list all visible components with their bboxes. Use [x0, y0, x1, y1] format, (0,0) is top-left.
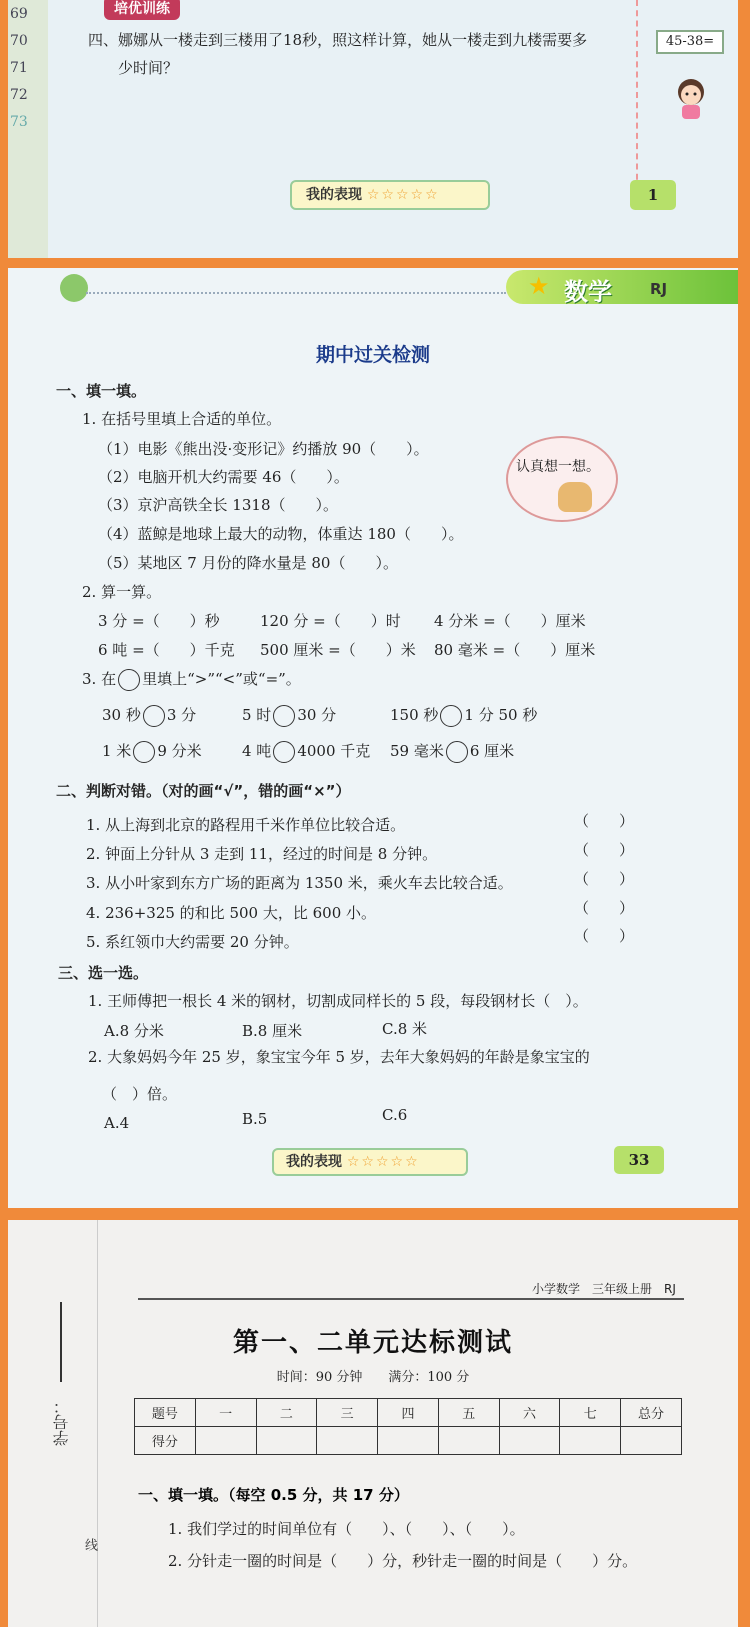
judge-item: 2. 钟面上分针从 3 走到 11，经过的时间是 8 分钟。	[86, 845, 438, 863]
compare-item	[390, 740, 514, 763]
compare-left: 59 毫米	[390, 742, 444, 760]
page-header	[8, 268, 738, 312]
choice-question: 1. 王师傅把一根长 4 米的钢材，切割成同样长的 5 段，每段钢材长（ ）。	[88, 992, 588, 1010]
compare-circle[interactable]	[440, 705, 462, 727]
compare-left: 150 秒	[390, 706, 439, 724]
choice-question-cont: （ ）倍。	[102, 1085, 178, 1103]
margin-number: 72	[10, 87, 28, 103]
q3-suffix: 里填上“>”“<”或“=”。	[142, 670, 301, 688]
compare-right: 6 厘米	[469, 742, 515, 760]
edition-label: RJ	[650, 280, 668, 298]
table-header-cell: 五	[438, 1399, 499, 1427]
compare-item	[242, 704, 336, 727]
score-cell[interactable]	[560, 1427, 621, 1455]
table-header-cell: 一	[195, 1399, 256, 1427]
table-header-cell: 二	[256, 1399, 317, 1427]
compare-circle[interactable]	[273, 705, 295, 727]
margin-number: 70	[10, 33, 28, 49]
compare-item	[102, 704, 196, 727]
table-header-cell: 题号	[135, 1399, 196, 1427]
score-cell[interactable]	[499, 1427, 560, 1455]
calc-item: 6 吨 =（ ）千克	[98, 641, 235, 659]
star-icon: ★	[528, 272, 550, 300]
question-text: 1. 在括号里填上合适的单位。	[82, 410, 282, 428]
table-header-cell: 三	[317, 1399, 378, 1427]
choice-option[interactable]: C.8 米	[382, 1020, 428, 1038]
compare-circle	[118, 669, 140, 691]
score-cell[interactable]	[438, 1427, 499, 1455]
table-header-cell: 四	[378, 1399, 439, 1427]
table-row	[135, 1427, 682, 1455]
compare-item	[390, 704, 537, 727]
rating-stars[interactable]: ☆☆☆☆☆	[346, 1154, 420, 1170]
compare-right: 30 分	[297, 706, 337, 724]
question-four	[88, 26, 628, 82]
margin-numbers	[8, 6, 42, 141]
compare-right: 1 分 50 秒	[464, 706, 538, 724]
performance-label: 我的表现	[286, 1154, 342, 1170]
compare-left: 4 吨	[242, 742, 272, 760]
fill-item: （3）京沪高铁全长 1318（ ）。	[98, 496, 338, 514]
score-cell[interactable]	[195, 1427, 256, 1455]
page-33-panel	[8, 268, 738, 1208]
judge-item: 5. 系红领巾大约需要 20 分钟。	[86, 933, 299, 951]
planet-icon	[60, 274, 88, 302]
page-number: 1	[630, 180, 676, 210]
page-title: 期中过关检测	[315, 344, 430, 366]
score-table	[134, 1398, 682, 1455]
compare-left: 5 时	[242, 706, 272, 724]
score-cell[interactable]	[621, 1427, 682, 1455]
performance-box	[272, 1148, 468, 1176]
compare-right: 4000 千克	[297, 742, 371, 760]
question-text	[82, 668, 301, 691]
choice-option[interactable]: A.8 分米	[104, 1022, 164, 1040]
question-text: 四、娜娜从一楼走到三楼用了18秒，照这样计算，她从一楼走到九楼需要多	[88, 31, 588, 49]
question-text: 2. 算一算。	[82, 583, 162, 601]
thought-bubble-text: 认真想一想。	[516, 459, 600, 475]
calc-item: 500 厘米 =（ ）米	[260, 641, 416, 659]
fill-item: （2）电脑开机大约需要 46（ ）。	[98, 468, 349, 486]
calc-item: 3 分 =（ ）秒	[98, 612, 220, 630]
compare-circle[interactable]	[446, 741, 468, 763]
rating-stars[interactable]: ☆☆☆☆☆	[366, 187, 440, 203]
compare-left: 1 米	[102, 742, 132, 760]
compare-right: 3 分	[166, 706, 197, 724]
equation-box: 45-38=	[656, 30, 724, 54]
page-title: 第一、二单元达标测试	[232, 1328, 513, 1358]
cut-line-label: 线	[82, 1538, 97, 1551]
section-heading: 一、填一填。（每空 0.5 分，共 17 分）	[138, 1486, 409, 1504]
judge-item: 4. 236+325 的和比 500 大，比 600 小。	[86, 904, 377, 922]
compare-circle[interactable]	[133, 741, 155, 763]
compare-right: 9 分米	[157, 742, 202, 760]
compare-circle[interactable]	[273, 741, 295, 763]
girl-cartoon-icon	[668, 74, 714, 120]
compare-circle[interactable]	[143, 705, 165, 727]
choice-option[interactable]: A.4	[104, 1114, 130, 1132]
q3-prefix: 3. 在	[82, 670, 117, 688]
answer-bracket[interactable]: （ ）	[574, 841, 635, 859]
student-number-label: 学号：	[52, 1398, 71, 1446]
test-paper-panel	[8, 1220, 738, 1627]
fill-item: 1. 我们学过的时间单位有（ ）、（ ）、（ ）。	[168, 1520, 525, 1538]
fill-item: （4）蓝鲸是地球上最大的动物，体重达 180（ ）。	[98, 525, 464, 543]
choice-question: 2. 大象妈妈今年 25 岁，象宝宝今年 5 岁，去年大象妈妈的年龄是象宝宝的	[88, 1048, 590, 1066]
choice-option[interactable]: B.5	[242, 1110, 268, 1128]
section-tag: 培优训练	[104, 0, 180, 20]
answer-bracket[interactable]: （ ）	[574, 899, 635, 917]
score-cell[interactable]	[378, 1427, 439, 1455]
page-header: 小学数学 三年级上册 RJ	[532, 1282, 676, 1296]
header-rule	[138, 1298, 684, 1300]
score-cell[interactable]	[256, 1427, 317, 1455]
table-header-cell: 七	[560, 1399, 621, 1427]
section-heading: 二、判断对错。（对的画“√”，错的画“×”）	[56, 782, 351, 800]
judge-item: 3. 从小叶家到东方广场的距离为 1350 米，乘火车去比较合适。	[86, 874, 513, 892]
table-row-label: 得分	[135, 1427, 196, 1455]
section-heading: 三、选一选。	[58, 964, 149, 982]
judge-item: 1. 从上海到北京的路程用千米作单位比较合适。	[86, 816, 406, 834]
calc-item: 120 分 =（ ）时	[260, 612, 401, 630]
header-dotted-line	[86, 292, 506, 294]
compare-left: 30 秒	[102, 706, 141, 724]
margin-number: 69	[10, 6, 28, 22]
calc-item: 4 分米 =（ ）厘米	[434, 612, 586, 630]
test-meta: 时间：90 分钟 满分：100 分	[276, 1370, 470, 1385]
subject-title: 数学	[564, 278, 612, 306]
fill-item: 2. 分针走一圈的时间是（ ）分，秒针走一圈的时间是（ ）分。	[168, 1552, 638, 1570]
page-number: 33	[614, 1146, 664, 1174]
calc-item: 80 毫米 =（ ）厘米	[434, 641, 596, 659]
answer-bracket[interactable]: （ ）	[574, 927, 635, 945]
score-cell[interactable]	[317, 1427, 378, 1455]
table-header-cell: 总分	[621, 1399, 682, 1427]
answer-bracket[interactable]: （ ）	[574, 870, 635, 888]
bear-icon	[558, 482, 592, 512]
question-text-cont: 少时间？	[118, 59, 179, 77]
fill-item: （1）电影《熊出没·变形记》约播放 90（ ）。	[98, 440, 429, 458]
page-1-panel	[8, 0, 738, 258]
margin-number: 73	[10, 114, 28, 130]
compare-item	[242, 740, 370, 763]
performance-box	[290, 180, 490, 210]
fill-item: （5）某地区 7 月份的降水量是 80（ ）。	[98, 554, 398, 572]
table-row	[135, 1399, 682, 1427]
choice-option[interactable]: C.6	[382, 1106, 408, 1124]
section-heading: 一、填一填。	[56, 382, 147, 400]
margin-number: 71	[10, 60, 28, 76]
choice-option[interactable]: B.8 厘米	[242, 1022, 303, 1040]
compare-item	[102, 740, 202, 763]
answer-bracket[interactable]: （ ）	[574, 812, 635, 830]
performance-label: 我的表现	[306, 187, 362, 203]
table-header-cell: 六	[499, 1399, 560, 1427]
